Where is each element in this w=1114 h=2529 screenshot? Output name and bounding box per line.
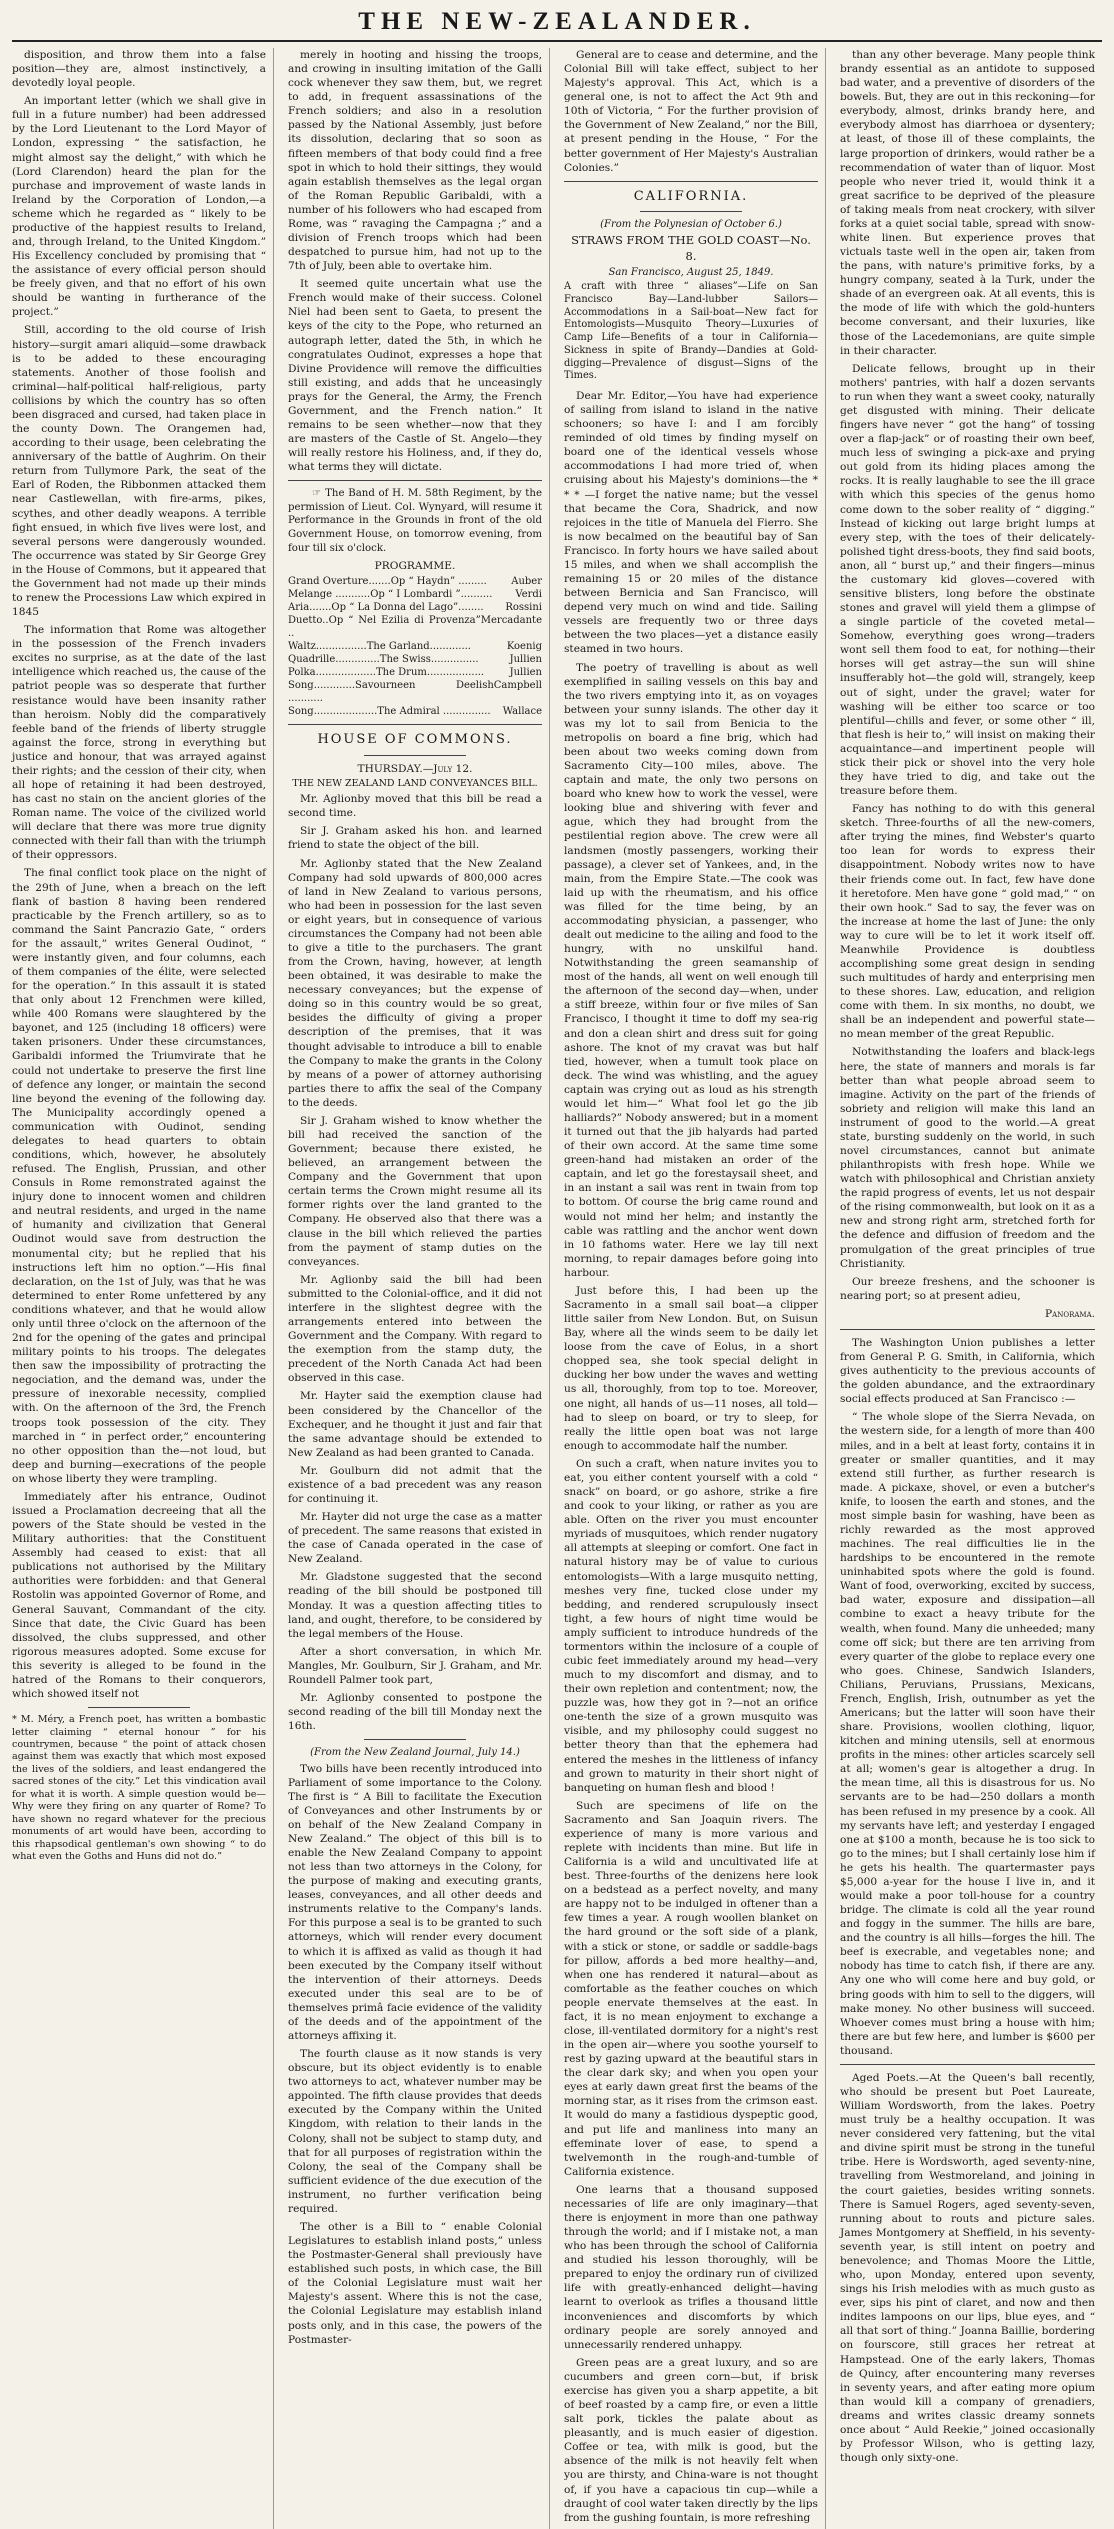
programme-item xyxy=(288,575,542,588)
commons-paragraph: Mr. Aglionby moved that this bill be read a second time. xyxy=(288,793,542,820)
source-line: (From the Polynesian of October 6.) xyxy=(600,218,782,230)
programme-item xyxy=(288,679,542,705)
col4-paragraph: Fancy has nothing to do with this general sketch. Three-fourths of all the new-comers, after trying the mines, find Webster's quarto too lean for words to express their disappointment. Nobody writes now to have their friends come out. In fact, few have done it heretofore. Men have gone “ gold mad,” “ on their own hook.” Sad to say, the fever was on the increase at home the last of June: the only way to cure will be to let it work itself off. Meanwhile Providence is doubtless accomplishing some great design in sending such multitudes of hardy and enterprising men to these shores. Law, education, and religion come with them. In six months, no doubt, we shall be an independent and powerful state—no mean member of the great Republic. xyxy=(840,803,1095,1041)
article-dateline: San Francisco, August 25, 1849. xyxy=(608,266,774,278)
programme-composer: Mercadante xyxy=(480,615,542,627)
col1-paragraph: disposition, and throw them into a false position—they are, almost instinctively, a devotedly loyal people. xyxy=(12,49,266,90)
divider xyxy=(364,1739,466,1740)
programme-composer: Rossini xyxy=(505,602,542,614)
signature: Panorama. xyxy=(1045,1307,1095,1320)
commons-paragraph: Mr. Hayter said the exemption clause had been considered by the Chancellor of the Exchequer, and he thought it just and fair that the same advantage should be extended to New Zealand as had been granted to Canada. xyxy=(288,1390,542,1459)
col1-paragraph: Still, according to the old course of Irish history—surgit amari aliquid—some drawback is to be added to these encouraging statements. Another of those foolish and criminal—half-political half-religious, party collisions by which the country has so often been disgraced and cursed, had taken place in the county Down. The Orangemen had, according to their usage, been celebrating the anniversary of the battle of Aughrim. On their return from Tullymore Park, the seat of the Earl of Roden, the Ribbonmen attacked them near Castlewellan, with fire-arms, pikes, scythes, and other deadly weapons. A terrible fight ensued, in which five lives were lost, and several persons were dangerously wounded. The occurrence was stated by Sir George Grey in the House of Commons, but it appeared that the Government had not made up their minds to renew the Processions Law which expired in 1845 xyxy=(12,324,266,619)
commons-paragraph: Mr. Gladstone suggested that the second reading of the bill should be postponed till Monday. It was a question affecting titles to land, and ought, therefore, to be considered by the legal members of the House. xyxy=(288,1571,542,1640)
programme-composer: Wallace xyxy=(502,706,542,718)
programme-piece: Melange ...........Op “ I Lombardi ”.......... xyxy=(288,589,493,601)
masthead: THE NEW-ZEALANDER. xyxy=(12,8,1102,42)
commons-paragraph: Mr. Aglionby consented to postpone the second reading of the bill till Monday next the 16th. xyxy=(288,1691,542,1733)
divider xyxy=(640,211,742,212)
programme-composer: Auber xyxy=(511,576,542,588)
col1-paragraph: An important letter (which we shall give in full in a future number) had been addressed by the Lord Lieutenant to the Lord Mayor of London, expressing “ the satisfaction, he might almost say the delight,” with which he (Lord Clarendon) heard the plan for the purchase and improvement of waste lands in Ireland by the Corporation of London,—a scheme which he regarded as “ likely to be productive of the happiest results to Ireland, and, through Ireland, to the United Kingdom.” His Excellency concluded by promising that “ the assistance of every official person should be freely given, and that no effort of his own should be wanting in furtherance of the project.” xyxy=(12,95,266,319)
commons-paragraph: After a short conversation, in which Mr. Mangles, Mr. Goulburn, Sir J. Graham, and Mr. Roundell Palmer took part, xyxy=(288,1645,542,1686)
programme-item xyxy=(288,601,542,614)
article-summary: A craft with three “ aliases”—Life on San Francisco Bay—Land-lubber Sailors—Accommodations in a Sail-boat—New fact for Entomologists—Musquito Theory—Luxuries of Camp Life—Benefits of a tour in California—Sickness in spite of Brandy—Dandies at Gold-digging—Prevalence of disgust—Signs of the Times. xyxy=(564,281,818,382)
programme-composer: Koenig xyxy=(506,641,542,653)
nzj-paragraph: The other is a Bill to “ enable Colonial Legislatures to establish inland posts,” unless the Postmaster-General shall previously have established such posts, in which case, the Bill of the Colonial Legislature must wait her Majesty's assent. Where this is not the case, the Colonial Legislature may establish inland posts only, and in this case, the powers of the Postmaster- xyxy=(288,2221,542,2346)
california-paragraph: Just before this, I had been up the Sacramento in a small sail boat—a clipper little sailer from New London. But, on Suisun Bay, where all the winds seem to be daily let loose from the cave of Eolus, in a short chopped sea, she took special delight in ducking her bow under the waves and wetting us all, thoroughly, from top to toe. Moreover, one night, all hands of us—11 noses, all told—had to sleep on board, or try to sleep, for really the little open boat was not large enough to accommodate half the number. xyxy=(564,1284,818,1452)
band-notice-text: The Band of H. M. 58th Regiment, by the permission of Lieut. Col. Wynyard, will resume it Performance in the Grounds in front of the old Government House, on tomorrow evening, from four till six o'clock. xyxy=(288,488,542,554)
col4-paragraph: Delicate fellows, brought up in their mothers' pantries, with half a dozen servants to run when they want a sweet cooky, naturally get disgusted with mining. Their delicate fingers have never “ got the hang” of tossing over a flap-jack” or of roasting their own beef, much less of swinging a pick-axe and prying out gold from its hiding places among the rocks. It is really laughable to see the ill grace with which this species of the genus homo come down to the sober reality of “ digging.” Instead of kicking out large bright lumps at every step, with the toes of their delicately-polished tight dress-boots, they find said boots, anon, all “ burst up,” and their fingers—minus the customary kid gloves—covered with sensitive blisters, long before the obstinate stones and gravel will yield them a glimpse of a single particle of the coveted metal—Somehow, everything goes wrong—traders wont sell them food to eat, for nothing—their horses will get astray—the sun will shine insufferably hot—the gold will, strangely, keep out of sight, under the gravel; water for washing will be either too scarce or too plentiful—chills and fever, or some other “ ill, that flesh is heir to,” will insist on making their acquaintance—and impertinent people will stick their pick or shovel into the very hole they have tried to dig, and take out the treasure before them. xyxy=(840,362,1095,798)
col3-paragraph: General are to cease and determine, and the Colonial Bill will take effect, subject to her Majesty's approval. This Act, which is a general one, is not to affect the Act 9th and 10th of Victoria, “ For the further provision of the Government of New Zealand,” nor the Bill, at present pending in the House, “ For the better government of Her Majesty's Australian Colonies.” xyxy=(564,49,818,174)
divider xyxy=(88,1707,190,1708)
programme-item xyxy=(288,588,542,601)
california-paragraph: One learns that a thousand supposed necessaries of life are only imaginary—that there is enjoyment in more than one pathway through the world; and if I mistake not, a man who has been through the school of California and studied his lesson thoroughly, will be prepared to enjoy the ordinary run of civilized life with greatly-enhanced delight—having learnt to overlook as trifles a thousand little inconveniences and discomforts by which ordinary people are sorely annoyed and unnecessarily rendered unhappy. xyxy=(564,2183,818,2351)
commons-subheading: THE NEW ZEALAND LAND CONVEYANCES BILL. xyxy=(292,777,538,789)
commons-paragraph: Sir J. Graham wished to know whether the bill had received the sanction of the Government; because there existed, he believed, an arrangement between the Company and the Government that upon certain terms the Crown might resume all its former rights over the land granted to the Company. He observed also that there was a clause in the bill which relieved the parties from the payment of stamp duties on the conveyances. xyxy=(288,1114,542,1268)
programme-piece: Aria.......Op “ La Donna del Lago”........ xyxy=(288,602,484,614)
divider xyxy=(564,181,818,182)
programme-item xyxy=(288,614,542,640)
article-title: STRAWS FROM THE GOLD COAST—No. 8. xyxy=(571,233,811,263)
pointing-hand-icon: ☞ xyxy=(312,488,322,500)
col2-paragraph: merely in hooting and hissing the troops, and crowing in insulting imitation of the Galli cock whenever they saw them, but, we regret to add, in frequent assassinations of the French soldiers; and also in a resolution passed by the National Assembly, just before its dissolution, declaring that so soon as fifteen members of that body could find a free spot in which to hold their sittings, they would again establish themselves as the legal organ of the Roman Republic Garibaldi, with a number of his followers who had escaped from Rome, was “ ravaging the Campagna ;” and a division of French troops which had been despatched to pursue him, had not up to the 7th of July, been able to overtake him. xyxy=(288,49,542,273)
divider xyxy=(288,480,542,481)
commons-heading: HOUSE OF COMMONS. xyxy=(317,732,513,748)
divider xyxy=(364,755,466,756)
col4-paragraph: Our breeze freshens, and the schooner is nearing port; so at present adieu, xyxy=(840,1275,1095,1302)
programme-composer: Campbell xyxy=(493,680,542,692)
divider xyxy=(288,724,542,725)
col1-paragraph: The final conflict took place on the night of the 29th of June, when a breach on the left flank of bastion 8 having been rendered practicable by the French artillery, so as to command the Saint Pancrazio Gate, “ orders for the assault,” writes General Oudinot, “ were instantly given, and four columns, each of them companies of the élite, were selected for the operation.” In this assault it is stated that only about 12 Frenchmen were killed, while 400 Romans were slaughtered by the bayonet, and 125 (including 18 officers) were taken prisoners. Under these circumstances, Garibaldi informed the Triumvirate that he could not undertake to preserve the first line of defence any longer, or maintain the second line beyond the evening of the following day. The Municipality accordingly opened a communication with Oudinot, sending delegates to head quarters to obtain conditions, which, however, he absolutely refused. The English, Prussian, and other Consuls in Rome remonstrated against the injury done to innocent women and children and neutral residents, and urged in the name of humanity and civilization that General Oudinot would save from destruction the monumental city; but he replied that his instructions left him no option.”—His final declaration, on the 1st of July, was that he was determined to enter Rome unfettered by any conditions whatever, and that he would allow only until three o'clock on the afternoon of the 2nd for the opening of the gates and principal military points to his troops. The delegates then saw the impossibility of protracting the negociation, and the demand was, under the pressure of inexorable necessity, complied with. On the afternoon of the 3rd, the French troops took possession of the city. They marched in “ in perfect order,” encountering no other opposition than the—not loud, but deep and burning—execrations of the people on whose liberty they were trampling. xyxy=(12,867,266,1485)
programme-piece: Song.............Savourneen Deelish ........... xyxy=(288,680,494,705)
programme-title: PROGRAMME. xyxy=(374,560,456,573)
divider xyxy=(840,1329,1095,1330)
commons-paragraph: Mr. Goulburn did not admit that the existence of a bad precedent was any reason for continuing it. xyxy=(288,1464,542,1505)
programme-piece: Waltz................The Garland............. xyxy=(288,641,471,653)
commons-date: THURSDAY.—July 12. xyxy=(357,762,473,775)
nzj-paragraph: Two bills have been recently introduced into Parliament of some importance to the Colony. The first is “ A Bill to facilitate the Execution of Conveyances and other Instruments by or on behalf of the New Zealand Company in New Zealand.” The object of this bill is to enable the New Zealand Company to appoint not less than two attorneys in the Colony, for the purpose of making and executing grants, leases, conveyances, and all other deeds and instruments relative to the Company's lands. For this purpose a seal is to be granted to such attorneys, which will render every document to which it is affixed as valid as though it had been executed by the Company itself without the intervention of their attorneys. Deeds executed under this seal are to be of themselves primâ facie evidence of the validity of the deeds and of the appointment of the attorneys affixing it. xyxy=(288,1762,542,2042)
commons-paragraph: Mr. Hayter did not urge the case as a matter of precedent. The same reasons that existed in the case of Canada operated in the case of New Zealand. xyxy=(288,1511,542,1566)
programme-piece: Polka...................The Drum.................. xyxy=(288,667,485,679)
col4-paragraph: “ The whole slope of the Sierra Nevada, on the western side, for a length of more than 400 miles, and in a belt at least forty, contains it in greater or smaller quantities, and it may extend still further, as further research is made. A pickaxe, shovel, or even a butcher's knife, to loosen the earth and stones, and the most simple basin for washing, have been as richly rewarded as the most approved machines. The real difficulties lie in the hardships to be encountered in the remote uninhabited spots where the gold is found. Want of food, overworking, excited by success, bad water, exposure and dissipation—all combine to exact a heavy tribute for the wealth, when found. Many die unheeded; many come off sick; but there are ten arriving from every quarter of the globe to replace every one who goes. Chinese, Sandwich Islanders, Chilians, Peruvians, Prussians, Mexicans, French, English, Irish, outnumber as yet the Americans; but the latter will soon have their share. Provisions, woollen clothing, liquor, kitchen and mining utensils, sell at enormous profits in the mines: other articles scarcely sell at all; women's gear is altogether a drug. In the mean time, all this is disastrous for us. No servants are to be had—250 dollars a month has been refused in my presence by a cook. All my servants have left; and yesterday I engaged one at $100 a month, because he is too sick to go to the mines; but I shall certainly lose him if he gets his health. The quartermaster pays $5,000 a-year for the house I live in, and it would make a poor toll-house for a country bridge. The climate is cold all the year round and foggy in the summer. The hills are bare, and the country is all hills—forges the hill. The beef is execrable, and vegetables none; and nobody has time to catch fish, if there are any. Any one who will come here and buy gold, or bring goods with him to sell to the diggers, will make money. No other business will succeed. Whoever comes must bring a house with him; there are but few here, and lumber is $600 per thousand. xyxy=(840,1411,1095,2057)
footnote: * M. Méry, a French poet, has written a bombastic letter claiming “ eternal honour ” for his countrymen, because “ the point of attack chosen against them was exactly that which most exposed the lives of the soldiers, and least endangered the sacred stones of the city.” Let this vindication avail for what it is worth. A simple question would be—Why were they firing on any quarter of Rome? To have shown no regard whatever for the precious monuments of art would have been, according to this rhapsodical gentleman's own showing “ to do what even the Goths and Huns did not do.” xyxy=(12,1714,266,1863)
programme-piece: Song....................The Admiral ............... xyxy=(288,706,491,718)
programme-composer: Jullien xyxy=(509,667,542,679)
col4-paragraph: The Washington Union publishes a letter from General P. G. Smith, in California, which gives authenticity to the previous accounts of the golden abundance, and the extraordinary social effects produced at San Francisco :— xyxy=(840,1336,1095,1406)
programme-composer: Verdi xyxy=(515,589,542,601)
nzj-paragraph: The fourth clause as it now stands is very obscure, but its object evidently is to enable two attorneys to act, whatever number may be appointed. The fifth clause provides that deeds executed by the Company within the United Kingdom, with relation to their lands in the Colony, shall not be subject to stamp duty, and that for all purposes of registration within the Colony, the seal of the Company shall be sufficient evidence of the due execution of the instrument, no further verification being required. xyxy=(288,2048,542,2215)
column-3 xyxy=(564,48,826,2529)
california-paragraph: On such a craft, when nature invites you to eat, you either content yourself with a cold “ snack” on board, or go ashore, strike a fire and cook to your liking, or rather as you are able. Often on the river you must encounter myriads of musquitoes, which render nugatory all attempts at sleeping or comfort. One fact in natural history may be of value to curious entomologists—With a large musquito netting, meshes very fine, tucked close under my bedding, and rendered scrupulously insect tight, a few hours of night time would be amply sufficient to introduce hundreds of the tormentors within the inclosure of a couple of cubic feet immediately around my head—very much to my discomfort and dismay, and to their own repletion and contentment; now, the puzzle was, how they got in ?—not an orifice one-tenth the size of a grown musquito was visible, and my philosophy could suggest no better theory than that the ephemera had entered the meshes in the littleness of infancy and grown to maturity in their short night of banqueting on human flesh and blood ! xyxy=(564,1457,818,1794)
aged-poets-paragraph: Aged Poets.—At the Queen's ball recently, who should be present but Poet Laureate, William Wordsworth, from the lakes. Poetry must truly be a healthy occupation. It was never considered very fattening, but the vital and divine spirit must be strong in the tuneful tribe. Here is Wordsworth, aged seventy-nine, travelling from Westmoreland, and joining in the court gaieties, besides writing sonnets. There is Samuel Rogers, aged seventy-seven, running about to routs and picture sales. James Montgomery at Sheffield, in his seventy-seventh year, is still intent on poetry and benevolence; and Thomas Moore the Little, who, upon Monday, entered upon seventy, sings his Irish melodies with as much gusto as ever, sips his pint of claret, and now and then indites lampoons on our lips, blue eyes, and “ all that sort of thing.” Joanna Baillie, bordering on fourscore, still graces her retreat at Hampstead. One of the early lakers, Thomas de Quincy, after encountering many reverses in seventy years, and after eating more opium than would kill a company of grenadiers, dreams and writes classic dreamy sonnets once about “ Auld Reekie,” joined occasionally by Professor Wilson, who is getting lazy, though only sixty-one. xyxy=(840,2071,1095,2465)
band-notice xyxy=(288,487,542,555)
col4-paragraph: Notwithstanding the loafers and black-legs here, the state of manners and morals is far better than what people abroad seem to imagine. Activity on the part of the friends of sobriety and religion will make this land an instrument of good to the world.—A great state, bursting suddenly on the world, in such novel circumstances, cannot but animate philanthropists with fresh hope. While we watch with philosophical and Christian anxiety the rapid progress of events, let us not despair of the rising commonwealth, but look on it as a new and strong right arm, stretched forth for the defence and diffusion of freedom and the promulgation of the great principles of true Christianity. xyxy=(840,1046,1095,1270)
programme-piece: Grand Overture.......Op “ Haydn” ......... xyxy=(288,576,487,588)
commons-paragraph: Mr. Aglionby said the bill had been submitted to the Colonial-office, and it did not interfere in the slightest degree with the arrangements entered into between the Government and the Company. With regard to the exemption from the stamp duty, the precedent of the North Canada Act had been observed in this case. xyxy=(288,1273,542,1385)
col2-paragraph: It seemed quite uncertain what use the French would make of their success. Colonel Niel had been sent to Gaeta, to present the keys of the city to the Pope, who returned an autograph letter, dated the 5th, in which he congratulates Oudinot, expresses a hope that Divine Providence will remove the difficulties still existing, and adds that he unceasingly prays for the General, the Army, the French Government, and the French nation.” It remains to be seen whether—now that they are masters of the Castle of St. Angelo—they will really restore his Holiness, and, if they do, what terms they will dictate. xyxy=(288,278,542,474)
california-paragraph: Dear Mr. Editor,—You have had experience of sailing from island to island in the native schooners; so have I: and I am forcibly reminded of old times by finding myself on board one of the identical vessels whose accommodations I had more tried of, when cruising about his Majesty's dominions—the * * * —I forget the native name; but the vessel that became the Cora, Shadrick, and now rejoices in the title of Manuela del Fierro. She is now becalmed on the beautiful bay of San Francisco. In forty hours we have sailed about 15 miles, and when we shall accomplish the remaining 15 or 20 miles of the distance between Bernicia and San Francisco, will depend very much on wind and tide. Sailing vessels are frequently two or three days between the two places—yet a distance easily steamed in two hours. xyxy=(564,390,818,656)
programme-composer: Jullien xyxy=(509,654,542,666)
california-heading: CALIFORNIA. xyxy=(633,188,749,204)
commons-paragraph: Sir J. Graham asked his hon. and learned friend to state the object of the bill. xyxy=(288,825,542,852)
california-paragraph: Such are specimens of life on the Sacramento and San Joaquin rivers. The experience of many is more various and replete with incidents than mine. But life in California is a wild and uncultivated life at best. Three-fourths of the denizens here look on a bedstead as a perfect novelty, and many are happy not to be indulged in oftener than a few times a year. A rough woollen blanket on the hard ground or the soft side of a plank, with a stick or stone, or saddle or saddle-bags for pillow, affords a bed more healthy—and, when one has rendered it natural—about as comfortable as the feather couches on which people enervate themselves at the east. In fact, it is no mean enjoyment to exchange a close, ill-ventilated dormitory for a night's rest in the open air—where you soothe yourself to rest by gazing upward at the beautiful stars in the clear dark sky; and when you open your eyes at early dawn great first the beams of the morning star, as it rises from the crimson east. It would do many a fastidious dyspeptic good, and put life and manliness into many an effeminate lover of ease, to spend a twelvemonth in the rough-and-tumble of California existence. xyxy=(564,1799,818,2178)
programme-list xyxy=(288,575,542,718)
programme-item xyxy=(288,653,542,666)
col4-paragraph: than any other beverage. Many people think brandy essential as an antidote to supposed bad water, and a preventive of disorders of the bowels. But, they are out in this reckoning—for everybody, almost, drinks brandy here, and everybody almost has diarrhoea or dysentery; at least, of those ill of these complaints, the large proportion of drinkers, would rather be a recommendation of water than of liquor. Most people who never tried it, would think it a great sacrifice to be deprived of the pleasure of taking meals from neat crockery, with silver forks at a quiet social table, spread with snow-white linen. But experience proves that victuals taste well in the open air, taken from the pans, with nature's primitive forks, by a hungry company, seated à la Turk, under the shade of an evergreen oak. At all events, this is the mode of life with which the gold-hunters become conversant, and their luxuries, like those of the Lacedemonians, are quite simple in their character. xyxy=(840,49,1095,357)
col1-paragraph: Immediately after his entrance, Oudinot issued a Proclamation decreeing that all the powers of the State should be vested in the Military authorities: that the Constituent Assembly had ceased to exist: that all publications not authorised by the Military authorities were forbidden: and that General Rostolin was appointed Governor of Rome, and General Sauvant, Commandant of the city. Since that date, the Civic Guard has been dissolved, the clubs suppressed, and other rigorous measures adopted. Some excuse for this severity is alleged to be found in the hatred of the Romans to their conquerors, which showed itself not xyxy=(12,1490,266,1700)
col1-paragraph: The information that Rome was altogether in the possession of the French invaders excites no surprise, as at the date of the last intelligence which reached us, the cause of the patriot people was so desperate that further resistance would have been insanity rather than heroism. Nobly did the comparatively feeble band of the friends of liberty struggle against the force, strong in everything but justice and honour, that was arrayed against their rights; and the cession of their city, when all hope of retaining it had been destroyed, has cast no stain on the ancient glories of the Roman name. The voice of the civilized world will declare that there was more true dignity connected with their fall than with the triumph of their oppressors. xyxy=(12,624,266,862)
columns xyxy=(12,48,1102,2524)
california-paragraph: The poetry of travelling is about as well exemplified in sailing vessels on this bay and the two rivers emptying into it, as on voyages between your sunny islands. The other day it was my lot to sail from Benicia to the metropolis on board a fine brig, which had been about two weeks coming down from Sacramento City—100 miles, above. The captain and mate, the only two persons on board who knew how to work the vessel, were looking blue and shivering with fever and ague, which they had brought from the pestilential region above. The crew were all landsmen (mostly passengers, working their passage), a clever set of Yankees, and, in the main, from the Empire State.—The cook was laid up with the rheumatism, and his office was filled for the time being, by an accommodating physician, a passenger, who dealt out medicine to the ailing and food to the hungry, with no unskilful hand. Notwithstanding the green seamanship of most of the hands, all went on well enough till the afternoon of the second day—when, under a stiff breeze, within four or five miles of San Francisco, I thought it time to doff my sea-rig and don a clean shirt and dress suit for going ashore. The knot of my cravat was but half tied, however, when a tumult took place on deck. The wind was whistling, and the aguey captain was crying out as loud as his strength would let him—“ What fool let go the jib halliards?” Nobody answered; but in a moment it turned out that the jib halyards had parted of their own accord. At the same time some green-hand had mistaken an order of the captain, and let go the forestaysail sheet, and in an instant a sail was rent in twain from top to bottom. Of course the brig came round and would not mind her helm; and instantly the cable was rattling and the anchor went down in 10 fathoms water. Here we lay till next morning, to repair damages before going into harbour. xyxy=(564,661,818,1279)
column-1 xyxy=(12,48,274,2529)
divider xyxy=(840,2064,1095,2065)
programme-piece: Quadrille..............The Swiss............... xyxy=(288,654,479,666)
source-line: (From the New Zealand Journal, July 14.) xyxy=(310,1747,520,1759)
programme-item xyxy=(288,666,542,679)
programme-piece: Duetto..Op “ Nel Ezilia di Provenza” .. xyxy=(288,615,481,640)
programme-item xyxy=(288,705,542,718)
column-2 xyxy=(288,48,550,2529)
commons-paragraph: Mr. Aglionby stated that the New Zealand Company had sold upwards of 800,000 acres of land in New Zealand to various persons, who had been in possession for the last seven or eight years, but in consequence of various circumstances the Company had not been able to give a title to the purchasers. The grant from the Crown, having, however, at length been obtained, it was desirable to make the necessary conveyances; but the expense of doing so in this country would be so great, besides the difficulty of giving a proper description of the premises, that it was thought advisable to introduce a bill to enable the Company to make the grants in the Colony by means of a power of attorney authorising parties there to affix the seal of the Company to the deeds. xyxy=(288,857,542,1109)
programme-item xyxy=(288,640,542,653)
column-4 xyxy=(840,48,1102,2529)
california-paragraph: Green peas are a great luxury, and so are cucumbers and green corn—but, if brisk exercise has given you a sharp appetite, a bit of beef roasted by a camp fire, or even a little salt pork, tickles the palate about as pleasantly, and is much easier of digestion. Coffee or tea, with milk is good, but the absence of the milk is not heavily felt when you are thirsty, and China-ware is not thought of, if you have a capacious tin cup—while a draught of cool water taken directly by the lips from the gushing fountain, is more refreshing xyxy=(564,2356,818,2524)
